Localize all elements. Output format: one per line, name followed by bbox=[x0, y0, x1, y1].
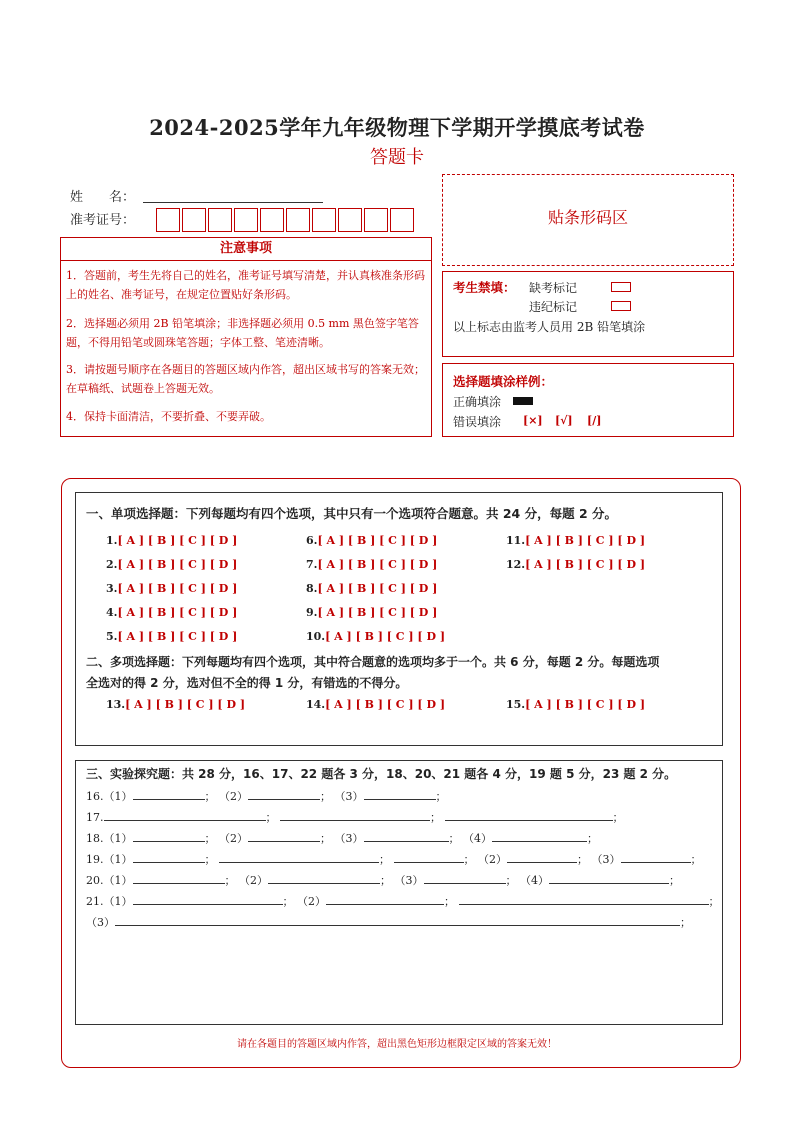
question-18-row: 18.（1） ； （2） ； （3） ； （4） ； bbox=[86, 832, 598, 845]
question-9[interactable]: 9.[ A ] [ B ] [ C ] [ D ] bbox=[306, 606, 438, 619]
question-5[interactable]: 5.[ A ] [ B ] [ C ] [ D ] bbox=[106, 630, 238, 643]
question-20-row: 20.（1） ； （2） ； （3） ； （4） ； bbox=[86, 874, 680, 887]
answer-blank[interactable] bbox=[492, 830, 587, 842]
answer-blank[interactable] bbox=[549, 872, 669, 884]
question-21-part3-row: （3） ； bbox=[86, 916, 691, 929]
id-digit-box[interactable] bbox=[182, 208, 206, 232]
question-10[interactable]: 10.[ A ] [ B ] [ C ] [ D ] bbox=[306, 630, 446, 643]
question-3[interactable]: 3.[ A ] [ B ] [ C ] [ D ] bbox=[106, 582, 238, 595]
answer-blank[interactable] bbox=[507, 851, 577, 863]
question-11[interactable]: 11.[ A ] [ B ] [ C ] [ D ] bbox=[506, 534, 646, 547]
notice-item-2: 2．选择题必须用 2B 铅笔填涂；非选择题必须用 0.5 mm 黑色签字笔答题，不得用铅笔或圆珠笔答题；字体工整、笔迹清晰。 bbox=[66, 317, 419, 349]
id-digit-box[interactable] bbox=[156, 208, 180, 232]
question-19-row: 19.（1） ； ； ； （2） ； （3） ； bbox=[86, 853, 702, 866]
page-title: 2024-2025学年九年级物理下学期开学摸底考试卷 bbox=[149, 115, 645, 140]
prohibited-box bbox=[442, 271, 734, 357]
notice-title: 注意事项 bbox=[219, 241, 272, 256]
barcode-label: 贴条形码区 bbox=[547, 208, 628, 227]
wrong-mark-3: [/] bbox=[587, 414, 602, 427]
prohibited-title: 考生禁填： bbox=[453, 280, 516, 295]
question-17-row: 17. ； ； ； bbox=[86, 811, 624, 824]
id-digit-box[interactable] bbox=[364, 208, 388, 232]
section1-heading: 一、单项选择题：下列每题均有四个选项，其中只有一个选项符合题意。共 24 分，每题 2 分。 bbox=[86, 506, 618, 521]
correct-label: 正确填涂 bbox=[453, 395, 502, 409]
answer-blank[interactable] bbox=[133, 788, 205, 800]
question-4[interactable]: 4.[ A ] [ B ] [ C ] [ D ] bbox=[106, 606, 238, 619]
answer-blank[interactable] bbox=[133, 851, 205, 863]
answer-blank[interactable] bbox=[268, 872, 380, 884]
answer-blank[interactable] bbox=[133, 893, 283, 905]
question-14[interactable]: 14.[ A ] [ B ] [ C ] [ D ] bbox=[306, 698, 446, 711]
question-15[interactable]: 15.[ A ] [ B ] [ C ] [ D ] bbox=[506, 698, 646, 711]
absent-label: 缺考标记 bbox=[529, 281, 578, 295]
answer-blank[interactable] bbox=[445, 809, 613, 821]
correct-fill-sample bbox=[513, 397, 533, 405]
answer-blank[interactable] bbox=[133, 872, 225, 884]
question-2[interactable]: 2.[ A ] [ B ] [ C ] [ D ] bbox=[106, 558, 238, 571]
name-field[interactable] bbox=[143, 188, 323, 203]
page-subtitle: 答题卡 bbox=[370, 147, 424, 168]
question-1[interactable]: 1.[ A ] [ B ] [ C ] [ D ] bbox=[106, 534, 238, 547]
answer-blank[interactable] bbox=[394, 851, 464, 863]
barcode-area bbox=[442, 174, 734, 266]
answer-blank[interactable] bbox=[104, 809, 266, 821]
section2-heading-line1: 二、多项选择题：下列每题均有四个选项，其中符合题意的选项均多于一个。共 6 分，每题 2 分。每题选项 bbox=[86, 655, 660, 669]
sample-box bbox=[442, 363, 734, 437]
id-digit-box[interactable] bbox=[312, 208, 336, 232]
violation-label: 违纪标记 bbox=[529, 300, 578, 314]
id-digit-box[interactable] bbox=[338, 208, 362, 232]
id-digit-box[interactable] bbox=[390, 208, 414, 232]
wrong-mark-2: [√] bbox=[555, 414, 573, 427]
question-13[interactable]: 13.[ A ] [ B ] [ C ] [ D ] bbox=[106, 698, 246, 711]
answer-blank[interactable] bbox=[326, 893, 444, 905]
id-digit-box[interactable] bbox=[286, 208, 310, 232]
name-label: 姓 名： bbox=[70, 190, 136, 205]
notice-item-1: 1．答题前，考生先将自己的姓名，准考证号填写清楚，并认真核准条形码上的姓名、准考证号，在规定位置贴好条形码。 bbox=[66, 269, 425, 301]
answer-blank[interactable] bbox=[459, 893, 709, 905]
answer-blank[interactable] bbox=[248, 788, 320, 800]
answer-blank[interactable] bbox=[133, 830, 205, 842]
question-21-row: 21.（1） ； （2） ； ； bbox=[86, 895, 720, 908]
wrong-mark-1: [×] bbox=[523, 414, 543, 427]
violation-mark-box[interactable] bbox=[611, 301, 631, 311]
id-digit-box[interactable] bbox=[260, 208, 284, 232]
answer-blank[interactable] bbox=[364, 830, 449, 842]
wrong-label: 错误填涂 bbox=[453, 415, 502, 429]
sample-title: 选择题填涂样例： bbox=[453, 374, 554, 389]
notice-item-3: 3．请按题号顺序在各题目的答题区域内作答，超出区域书写的答案无效；在草稿纸、试题卷上答题无效。 bbox=[66, 363, 425, 395]
answer-blank[interactable] bbox=[248, 830, 320, 842]
question-8[interactable]: 8.[ A ] [ B ] [ C ] [ D ] bbox=[306, 582, 438, 595]
question-16-row: 16.（1） ； （2） ； （3） ； bbox=[86, 790, 447, 803]
id-digit-box[interactable] bbox=[208, 208, 232, 232]
answer-blank[interactable] bbox=[621, 851, 691, 863]
answer-blank[interactable] bbox=[115, 914, 680, 926]
answer-blank[interactable] bbox=[219, 851, 379, 863]
section3-heading: 三、实验探究题：共 28 分，16、17、22 题各 3 分，18、20、21 题各 4 分，19 题 5 分，23 题 2 分。 bbox=[86, 767, 677, 781]
prohibited-note: 以上标志由监考人员用 2B 铅笔填涂 bbox=[453, 320, 646, 334]
exam-id-label: 准考证号： bbox=[70, 213, 136, 228]
answer-blank[interactable] bbox=[280, 809, 430, 821]
footer-warning: 请在各题目的答题区域内作答，超出黑色矩形边框限定区域的答案无效！ bbox=[237, 1039, 557, 1050]
section2-heading-line2: 全选对的得 2 分，选对但不全的得 1 分，有错选的不得分。 bbox=[86, 676, 408, 690]
notice-header bbox=[60, 237, 432, 261]
id-digit-box[interactable] bbox=[234, 208, 258, 232]
question-12[interactable]: 12.[ A ] [ B ] [ C ] [ D ] bbox=[506, 558, 646, 571]
question-6[interactable]: 6.[ A ] [ B ] [ C ] [ D ] bbox=[306, 534, 438, 547]
question-7[interactable]: 7.[ A ] [ B ] [ C ] [ D ] bbox=[306, 558, 438, 571]
answer-blank[interactable] bbox=[364, 788, 436, 800]
absent-mark-box[interactable] bbox=[611, 282, 631, 292]
notice-item-4: 4．保持卡面清洁，不要折叠、不要弄破。 bbox=[66, 410, 271, 423]
answer-blank[interactable] bbox=[424, 872, 506, 884]
